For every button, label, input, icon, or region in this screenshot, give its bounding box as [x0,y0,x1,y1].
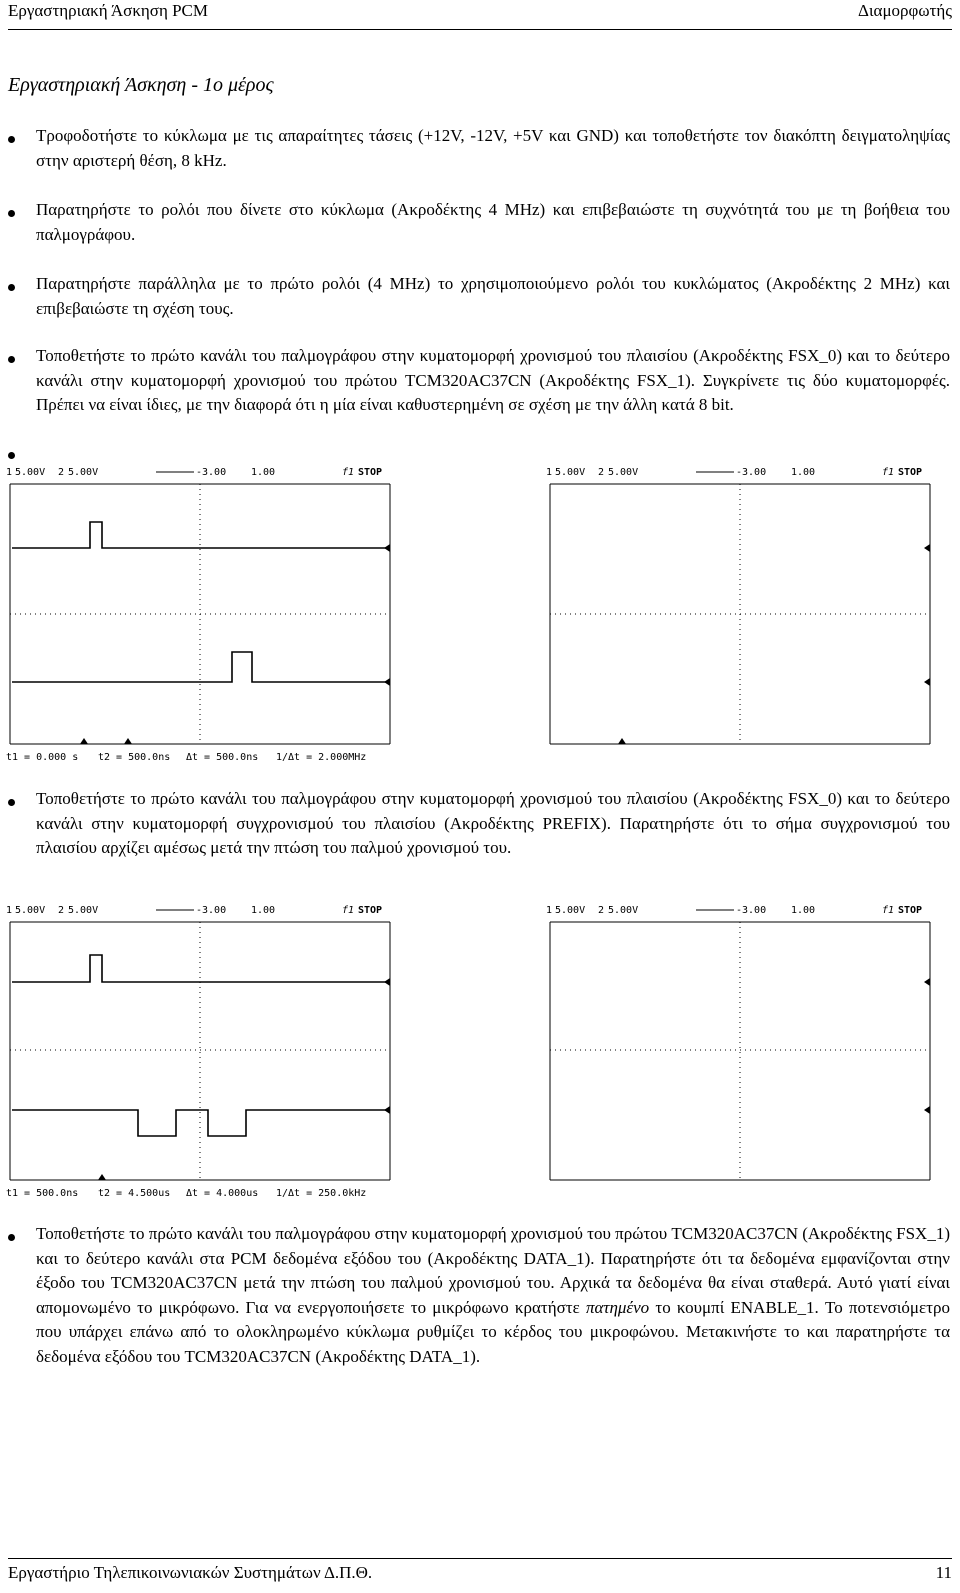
scope-3-t2: t2 = 4.500us [98,1188,171,1199]
scope-3-v1: 5.00V [15,905,46,916]
page-footer [8,1558,952,1593]
bullet-dot [8,799,15,806]
scope-3-dt: Δt = 4.000us [186,1188,259,1199]
scope-4-v2: 5.00V [608,905,639,916]
scope-1-t1: t1 = 0.000 s [6,752,79,763]
scope-3-v2: 5.00V [68,905,99,916]
bullet-6 [36,1222,950,1369]
scope-1-t2: t2 = 500.0ns [98,752,171,763]
scope-1-v2: 5.00V [68,467,99,478]
scope-4-ch1-num: 1 [546,905,553,916]
bullet-5: Τοποθετήστε το πρώτο κανάλι του παλμογράφου στην κυματομορφή χρονισμού του πλαισίου (Ακροδέκτης FSX_0) και το δεύτερο κανάλι στην κυματομορφή συγχρονισμού του πλαισίου (Ακροδέκτης PREFIX). Παρατηρήστε ότι το σήμα συγχρονισμού του πλαισίου αρχίζει αμέσως μετά την πτώση του παλμού χρονισμού του. [36,789,950,857]
bullet-4: Τοποθετήστε το πρώτο κανάλι του παλμογράφου στην κυματομορφή χρονισμού του πλαισίου (Ακροδέκτης FSX_0) και το δεύτερο κανάλι στην κυματομορφή χρονισμού του πρώτου TCM320AC37CN (Ακροδέκτης FSX_1). Συγκρίνετε τις δύο κυματομορφές. Πρέπει να είναι ίδιες, με την διαφορά ότι η μία είναι καθυστερημένη σε σχέση με την άλλη κατά 8 bit. [36,346,950,414]
scope-2-trig: f1 [882,467,895,478]
scope-4-timebase: 1.00 [791,905,816,916]
bullet-6-emphasis: πατημένο [585,1297,650,1317]
bullet-dot [8,452,15,459]
bullet-dot [8,1234,15,1241]
header-right: Διαμορφωτής [858,1,952,20]
bullet-1: Τροφοδοτήστε το κύκλωμα με τις απαραίτητες τάσεις (+12V, -12V, +5V και GND) και τοποθετήστε τον διακόπτη δειγματοληψίας στην αριστερή θέση, 8 kHz. [36,126,950,170]
page-number: 11 [935,1563,952,1582]
scope-3-mode: STOP [358,905,383,916]
scope-2-mode: STOP [898,467,923,478]
scope-1-inv: 1/Δt = 2.000MHz [276,752,367,763]
scope-3-t1: t1 = 500.0ns [6,1188,79,1199]
scope-3-timebase: 1.00 [251,905,276,916]
scope-2-timebase: 1.00 [791,467,816,478]
scope-1-ch2-num: 2 [58,467,65,478]
bullet-2: Παρατηρήστε το ρολόι που δίνετε στο κύκλωμα (Ακροδέκτης 4 MHz) και επιβεβαιώστε τη συχνότητά του με τη βοήθεια του παλμογράφου. [36,200,950,244]
scope-1-dt: Δt = 500.0ns [186,752,259,763]
bullet-dot [8,356,15,363]
scope-3-offset: -3.00 [196,905,227,916]
scope-3-ch2-num: 2 [58,905,65,916]
bullet-6-part-a: Τοποθετήστε το πρώτο κανάλι του παλμογράφου στην κυματομορφή χρονισμού του πρώτου TCM320AC37CN (Ακροδέκτης FSX_1) και το δεύτερο κανάλι στα PCM δεδομένα εξόδου του (Ακροδέκτης DATA_1). Παρατηρήστε ότι τα δεδομένα εμφανίζονται στην έξοδο του TCM320AC37CN μετά την πτώση του παλμού χρονισμού του. Αρχικά τα δεδομένα θα είναι σταθερά. Αυτό γιατί είναι απομονωμένο το μικρόφωνο. Για να ενεργοποιήσετε το μικρόφωνο κρατήστε [36,1224,950,1317]
scope-1-v1: 5.00V [15,467,46,478]
oscilloscope-capture-1 [6,464,404,764]
scope-3-trig: f1 [342,905,355,916]
scope-1-mode: STOP [358,467,383,478]
footer-left: Εργαστήριο Τηλεπικοινωνιακών Συστημάτων Δ.Π.Θ. [8,1563,373,1582]
bullet-dot [8,136,15,143]
scope-3-inv: 1/Δt = 250.0kHz [276,1188,367,1199]
scope-2-v2: 5.00V [608,467,639,478]
section-title: Εργαστηριακή Άσκηση - 1ο μέρος [8,74,274,96]
header-left: Εργαστηριακή Άσκηση PCM [8,1,209,20]
scope-4-v1: 5.00V [555,905,586,916]
scope-2-v1: 5.00V [555,467,586,478]
bullet-3: Παρατηρήστε παράλληλα με το πρώτο ρολόι (4 MHz) το χρησιμοποιούμενο ρολόι του κυκλώματος (Ακροδέκτης 2 MHz) και επιβεβαιώστε τη σχέση τους. [36,274,950,318]
scope-2-ch2-num: 2 [598,467,605,478]
oscilloscope-capture-3 [6,902,404,1202]
scope-4-offset: -3.00 [736,905,767,916]
bullet-dot [8,284,15,291]
scope-1-ch1-num: 1 [6,467,13,478]
bullet-6-part-b: το κουμπί ENABLE_1. Το ποτενσιόμετρο που υπάρχει επάνω από το ολοκληρωμένο κύκλωμα ρυθμίζει το κέρδος του μικροφώνου. Μετακινήστε το και παρατηρήστε τα δεδομένα εξόδου του TCM320AC37CN (Ακροδέκτης DATA_1). [36,1297,950,1366]
scope-1-trig: f1 [342,467,355,478]
oscilloscope-capture-2 [546,464,944,764]
scope-4-ch2-num: 2 [598,905,605,916]
page-header [8,0,952,30]
scope-1-svg [6,464,404,764]
scope-1-offset: -3.00 [196,467,227,478]
oscilloscope-capture-4 [546,902,944,1202]
scope-3-ch1-num: 1 [6,905,13,916]
scope-2-offset: -3.00 [736,467,767,478]
scope-1-timebase: 1.00 [251,467,276,478]
scope-3-svg [6,902,404,1202]
scope-4-trig: f1 [882,905,895,916]
scope-4-svg [546,902,944,1202]
scope-2-svg [546,464,944,764]
bullet-dot [8,210,15,217]
scope-4-mode: STOP [898,905,923,916]
scope-2-ch1-num: 1 [546,467,553,478]
